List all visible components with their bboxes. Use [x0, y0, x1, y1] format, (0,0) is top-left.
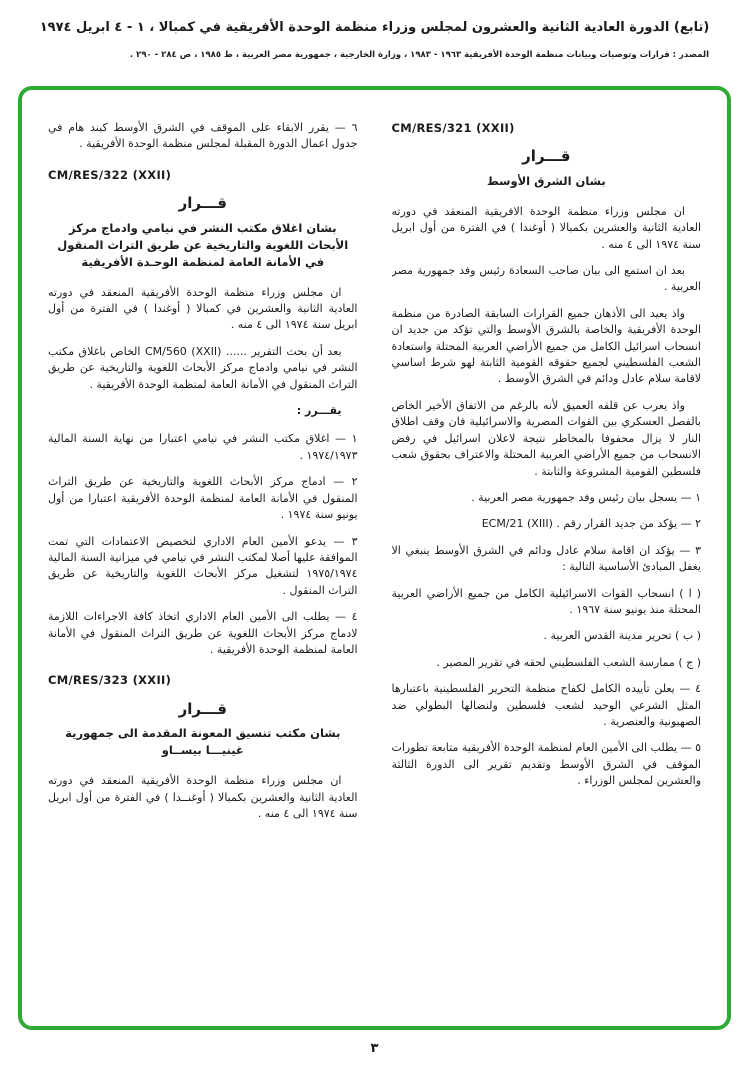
numbered-item: ١ — يسجل بيان رئيس وفد جمهورية مصر العربية .: [471, 490, 701, 504]
resolution-title: قـــرار: [178, 194, 227, 213]
resolution-reference: CM/RES/323 (XXII): [48, 673, 172, 688]
resolution-title: قـــرار: [178, 699, 227, 718]
numbered-item: ( ب ) تحرير مدينة القدس العربية .: [543, 629, 701, 643]
numbered-item: ٦ — يقرر الابقاء على الموقف في الشرق الأوسط كبند هام في جدول اعمال الدورة المقبلة لمجلس منظمة الوحدة الأفريقية .: [48, 121, 358, 151]
paragraph: واذ يعيد الى الأذهان جميع القرارات السابقة الصادرة من منظمة الوحدة الأفريقية والخاصة بالشرق الأوسط والتي تؤكد من جديد ان انسحاب اسرائيل الكامل من جميع الأراضي العربية المحتلة واستعادة الشعب الفلسطيني لجميع حقوقه القومية الثابتة لهو شرط اساسي لاقامة سلام عادل ودائم في الشرق الأوسط .: [391, 306, 701, 386]
numbered-item: ( ج ) ممارسة الشعب الفلسطيني لحقه في تقرير المصير .: [436, 655, 701, 669]
resolution-subtitle: بشان اغلاق مكتب النشر في نيامي وادماج مركز الأبحاث اللغوية والتاريخية عن طريق التراث المنقول في الأمانة العامة لمنظمة الوحـدة الأفريقية: [57, 220, 349, 269]
resolution-subtitle: بشان مكتب تنسيق المعونة المقدمة الى جمهورية غينيـــا بيســاو: [65, 726, 341, 758]
column-right: [392, 120, 702, 1008]
column-left: [48, 120, 358, 1008]
resolution-subtitle: بشان الشرق الأوسط: [486, 173, 606, 188]
paragraph: بعد أن بحث التقرير ...... CM/560 (XXII) الخاص باغلاق مكتب النشر في نيامي وادماج مركز الأبحاث اللغوية والتاريخية عن طريق التراث المنقول في الأمانة العامة لمنظمة الوحدة الأفريقية .: [48, 344, 358, 391]
numbered-item: ٣ — يدعو الأمين العام الاداري لتخصيص الاعتمادات التي تمت الموافقة عليها أصلا لمكتب النشر في نيامي في ميزانية السنة المالية ١٩٧٥/١٩٧٤ لتشغيل مركز الأبحاث اللغوية والتاريخية عن طريق التراث المنقول .: [48, 534, 358, 597]
paragraph: ان مجلس وزراء منظمة الوحدة الأفريقية المنعقد في دورته العادية الثانية والعشرين في كمبالا ( أوغندا ) في الفترة من أول ابريل سنة ١٩٧٤ الى ٤ منه .: [48, 285, 358, 332]
numbered-item: ٢ — يؤكد من جديد القرار رقم . ECM/21 (XIII): [481, 517, 701, 531]
resolution-reference: CM/RES/322 (XXII): [48, 167, 172, 182]
decides-label: يقـــرر :: [296, 404, 342, 418]
page-header: (تابع) الدورة العادية الثانية والعشرون لمجلس وزراء منظمة الوحدة الأفريقية في كمبالا ، ١ - ٤ ابريل ١٩٧٤: [39, 20, 710, 35]
page-number: ٣: [370, 1041, 379, 1056]
numbered-item: ٢ — ادماج مركز الأبحاث اللغوية والتاريخية عن طريق التراث المنقول في الأمانة العامة لمنظمة الوحدة الأفريقية اعتبارا من أول يونيو سنة ١٩٧٤ .: [48, 475, 358, 522]
paragraph: واذ يعرب عن قلقه العميق لأنه بالرغم من الاتفاق الأخير الخاص بالفصل العسكري بين القوات المصرية والاسرائيلية فان وقف اطلاق النار لا يزال محفوفا بالمخاطر نتيجة لاعلان اسرائيل في رفض الانسحاب من جميع الأراضي العربية المحتلة والاعتراف بحقوق شعب فلسطين القومية المشروعة والثابتة .: [391, 398, 701, 478]
paragraph: ان مجلس وزراء منظمة الوحدة الأفريقية المنعقد في دورته العادية الثانية والعشرين بكمبالا ( أوغنــدا ) في الفترة من أول ابريل سنة ١٩٧٤ الى ٤ منه .: [48, 774, 358, 820]
numbered-item: ٤ — يطلب الى الأمين العام الاداري اتخاذ كافة الاجراءات اللازمة لادماج مركز الأبحاث اللغوية عن طريق التراث المنقول في الأمانة العامة لمنظمة الوحدة الأفريقية .: [48, 610, 358, 656]
numbered-item: ٣ — يؤكد ان اقامة سلام عادل ودائم في الشرق الأوسط ينبغي الا يغفل المبادئ الأساسية التالية :: [391, 543, 701, 574]
numbered-item: ١ — اغلاق مكتب النشر في نيامي اعتبارا من نهاية السنة المالية ١٩٧٤/١٩٧٣ .: [48, 432, 358, 462]
numbered-item: ٤ — يعلن تأييده الكامل لكفاح منظمة التحرير الفلسطينية باعتبارها المثل الشرعي الوحيد لشعب فلسطين ولنضالها البطولي ضد الصهيونية والعنصرية .: [391, 682, 701, 728]
paragraph: ان مجلس وزراء منظمة الوحدة الافريقية المنعقد في دورته العادية الثانية والعشرين بكمبالا ( أوغندا ) في الفترة من أول ابريل سنة ١٩٧٤ الى ٤ منه .: [391, 204, 701, 251]
resolution-title: قـــرار: [522, 147, 571, 166]
resolution-reference: CM/RES/321 (XXII): [391, 121, 515, 135]
source-line: المصدر : قرارات وتوصيات وبيانات منظمة الوحدة الأفريقية ١٩٦٣ - ١٩٨٣ ، وزارة الخارجية ، جمهورية مصر العربية ، ط ١٩٨٥ ، ص ٢٨٤ - ٢٩٠ .: [129, 50, 709, 60]
two-column-layout: [48, 120, 701, 1008]
numbered-item: ٥ — يطلب الى الأمين العام لمنظمة الوحدة الأفريقية متابعة تطورات الموقف في الشرق الأوسط وتقديم تقرير الى الدورة الثالثة والعشرين لمجلس الوزراء .: [391, 741, 701, 788]
content-frame: [18, 86, 731, 1030]
numbered-item: ( ا ) انسحاب القوات الاسرائيلية الكامل من جميع الأراضي العربية المحتلة منذ يونيو سنة ١٩٦٧ .: [391, 586, 701, 616]
paragraph: بعد ان استمع الى بيان صاحب السعادة رئيس وفد جمهورية مصر العربية .: [391, 264, 701, 294]
